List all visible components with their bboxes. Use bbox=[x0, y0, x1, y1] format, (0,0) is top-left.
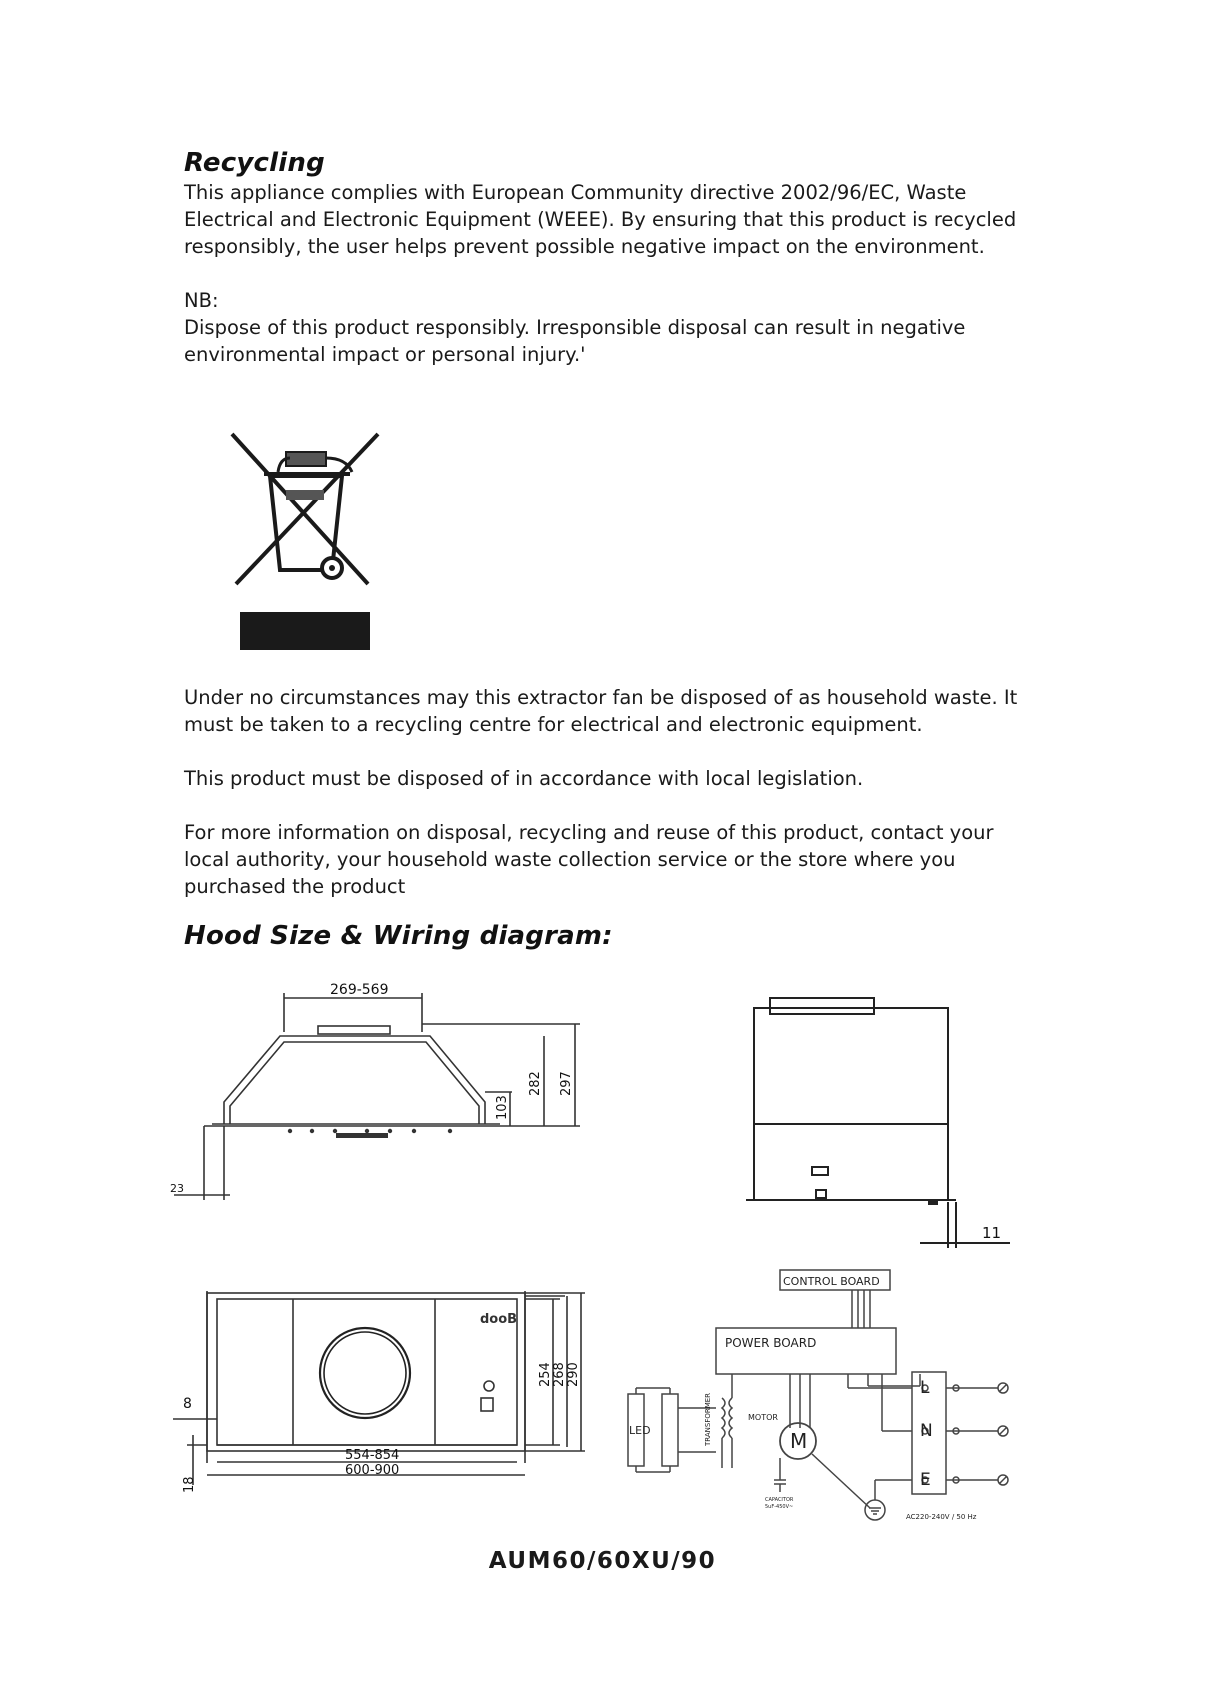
motor-symbol: M bbox=[790, 1429, 808, 1453]
dim-554-854: 554-854 bbox=[345, 1448, 400, 1463]
terminal-e: E bbox=[920, 1470, 931, 1490]
svg-text:dooB: dooB bbox=[480, 1312, 518, 1327]
recycling-heading: Recycling bbox=[184, 148, 325, 178]
dim-282: 282 bbox=[528, 1071, 543, 1096]
transformer-label: TRANSFORMER bbox=[704, 1392, 712, 1446]
recycling-intro-paragraph: This appliance complies with European Community directive 2002/96/EC, Waste Electrical and Electronic Equipment (WEEE). By ensuring that this product is recycled responsibly, the user helps prevent possible negative impact on the environment. bbox=[184, 181, 1017, 258]
dim-290: 290 bbox=[566, 1362, 581, 1387]
dim-297: 297 bbox=[559, 1071, 574, 1096]
dim-254: 254 bbox=[538, 1362, 553, 1387]
dim-18: 18 bbox=[182, 1476, 197, 1493]
terminal-l: L bbox=[920, 1378, 930, 1398]
household-waste-paragraph: Under no circumstances may this extractor fan be disposed of as household waste. It must be taken to a recycling centre for electrical and electronic equipment. bbox=[184, 686, 1018, 736]
dim-8: 8 bbox=[183, 1396, 192, 1412]
hood-side-view-diagram bbox=[160, 980, 600, 1215]
dim-11: 11 bbox=[982, 1224, 1002, 1242]
capacitor-label: CAPACITOR bbox=[765, 1497, 794, 1503]
dim-23: 23 bbox=[170, 1182, 184, 1195]
wiring-diagram bbox=[620, 1268, 1040, 1533]
hood-size-wiring-heading: Hood Size & Wiring diagram: bbox=[184, 921, 613, 951]
control-board-label: CONTROL BOARD bbox=[783, 1275, 880, 1288]
power-board-box bbox=[716, 1328, 896, 1374]
dim-103: 103 bbox=[495, 1095, 510, 1120]
hood-front-view-diagram bbox=[740, 990, 1020, 1260]
supply-label: AC220-240V / 50 Hz bbox=[906, 1513, 977, 1521]
nb-label: NB: bbox=[184, 289, 219, 312]
led-label: LED bbox=[629, 1424, 651, 1437]
more-info-paragraph: For more information on disposal, recycling and reuse of this product, contact your local authority, your household waste collection service or the store where you purchased the product bbox=[184, 821, 994, 898]
crossed-out-wheelie-bin-icon bbox=[228, 430, 388, 655]
terminal-n: N bbox=[920, 1421, 933, 1441]
legislation-paragraph: This product must be disposed of in accordance with local legislation. bbox=[184, 767, 864, 790]
nb-text: Dispose of this product responsibly. Irresponsible disposal can result in negative environmental impact or personal injury.' bbox=[184, 316, 966, 366]
model-number: AUM60/60XU/90 bbox=[488, 1548, 717, 1574]
power-board-label: POWER BOARD bbox=[725, 1336, 817, 1350]
motor-label: MOTOR bbox=[748, 1413, 778, 1422]
dim-600-900: 600-900 bbox=[345, 1463, 400, 1478]
dim-269-569: 269-569 bbox=[330, 982, 389, 998]
capacitor-value: 5uF-450V~ bbox=[765, 1504, 794, 1510]
dim-268: 268 bbox=[552, 1362, 567, 1387]
hood-bottom-view-diagram bbox=[165, 1285, 595, 1500]
